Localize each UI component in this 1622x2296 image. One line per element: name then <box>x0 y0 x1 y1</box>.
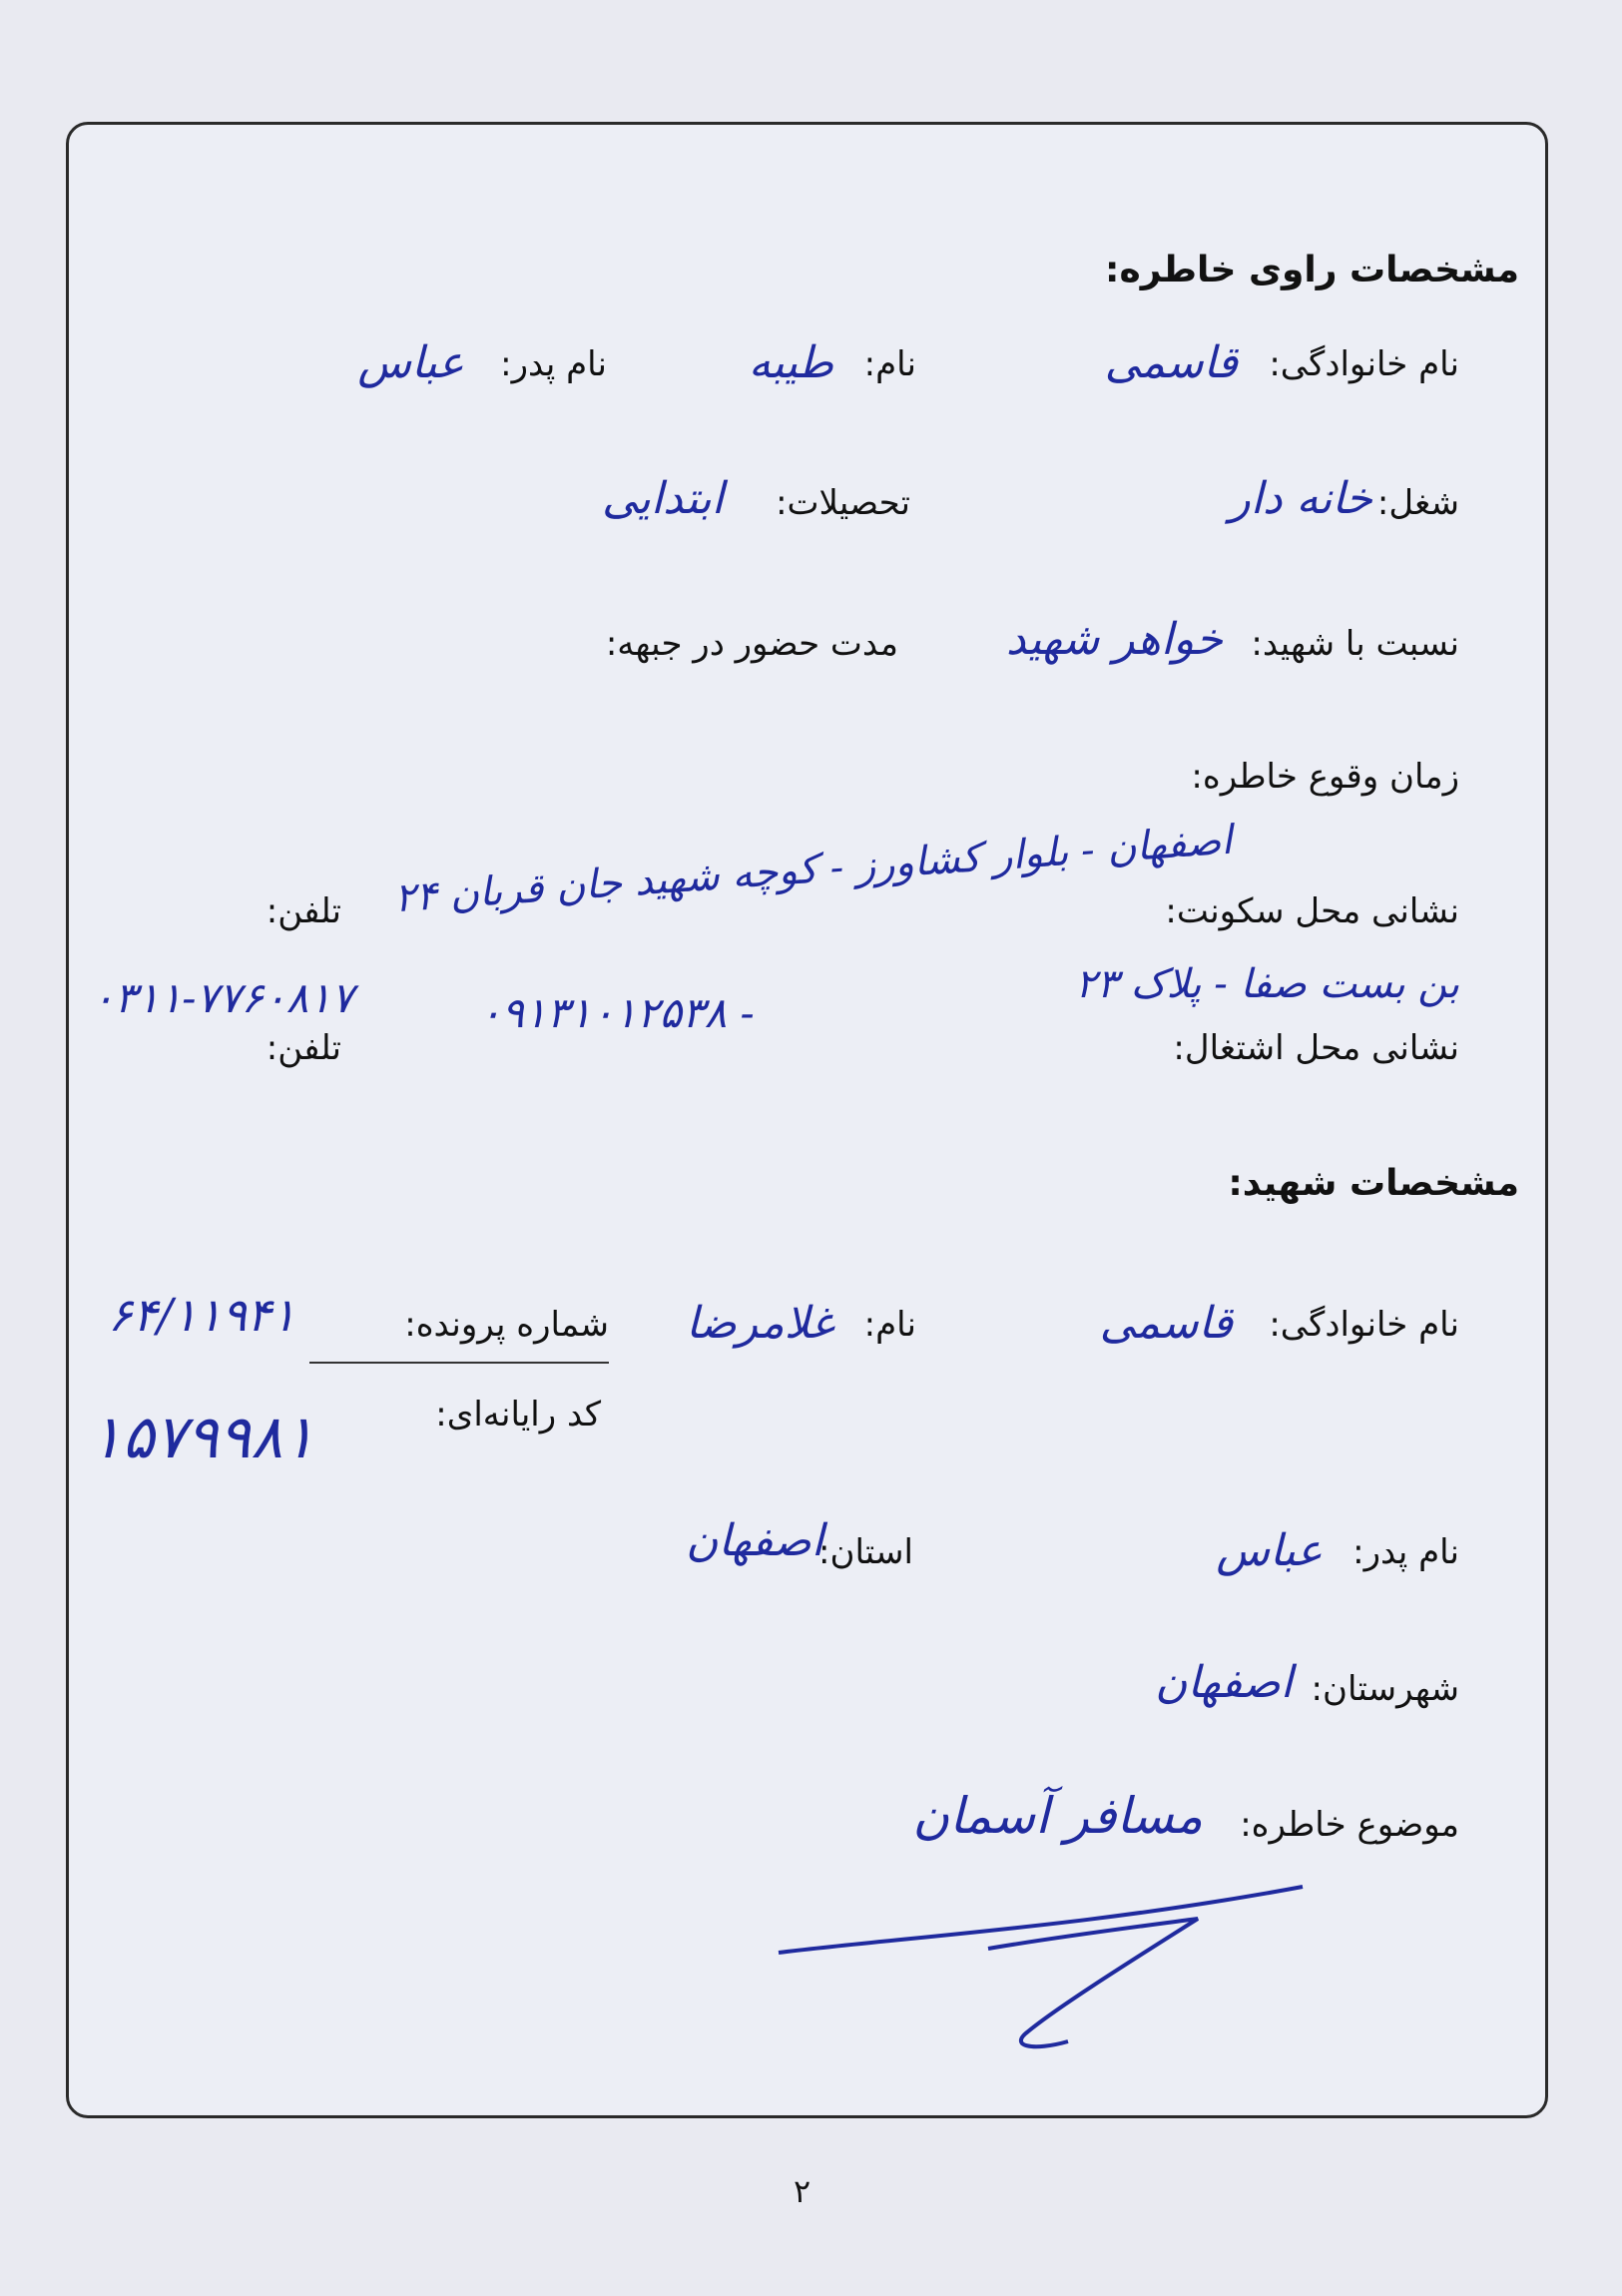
narrator-family-label: نام خانوادگی: <box>1269 344 1459 384</box>
narrator-memory-time-label: زمان وقوع خاطره: <box>1191 757 1459 797</box>
narrator-job-label: شغل: <box>1376 483 1459 523</box>
narrator-education-label: تحصیلات: <box>776 483 910 523</box>
narrator-phone-label-2: تلفن: <box>266 1028 341 1068</box>
martyr-heading: مشخصات شهید: <box>1228 1163 1519 1204</box>
narrator-front-duration-label: مدت حضور در جبهه: <box>605 624 898 664</box>
martyr-name-label: نام: <box>863 1305 916 1345</box>
narrator-name-value: طیبه <box>748 337 833 388</box>
martyr-file-no-label: شماره پرونده: <box>404 1305 609 1345</box>
martyr-county-label: شهرستان: <box>1311 1669 1459 1709</box>
martyr-computer-code-label: کد رایانه‌ای: <box>435 1395 601 1435</box>
page-number: ۲ <box>794 2172 811 2210</box>
narrator-phone-label-1: تلفن: <box>266 891 341 931</box>
narrator-job-value: خانه دار <box>1229 473 1372 524</box>
martyr-family-label: نام خانوادگی: <box>1269 1305 1459 1345</box>
martyr-father-value: عباس <box>1216 1525 1323 1576</box>
martyr-province-label: استان: <box>818 1532 913 1572</box>
narrator-heading: مشخصات راوی خاطره: <box>1105 250 1519 290</box>
martyr-name-value: غلامرضا <box>686 1298 833 1349</box>
narrator-relation-label: نسبت با شهید: <box>1251 624 1459 664</box>
narrator-family-value: قاسمی <box>1104 337 1238 388</box>
signature <box>759 1867 1318 2066</box>
martyr-family-value: قاسمی <box>1099 1298 1233 1349</box>
martyr-county-value: اصفهان <box>1155 1657 1293 1708</box>
file-no-underline <box>309 1362 609 1364</box>
narrator-relation-value: خواهر شهید <box>1005 614 1223 665</box>
martyr-computer-code-value: ۱۵۷۹۹۸۱ <box>90 1403 315 1472</box>
narrator-phone-value-1: ۰۳۱۱-۷۷۶۰۸۱۷ <box>92 973 354 1022</box>
narrator-name-label: نام: <box>863 344 916 384</box>
martyr-province-value: اصفهان <box>686 1515 823 1566</box>
narrator-father-value: عباس <box>357 337 464 388</box>
narrator-home-address-label: نشانی محل سکونت: <box>1165 891 1459 931</box>
narrator-work-address-label: نشانی محل اشتغال: <box>1173 1028 1459 1068</box>
narrator-father-label: نام پدر: <box>500 344 607 384</box>
martyr-father-label: نام پدر: <box>1352 1532 1459 1572</box>
martyr-file-no-value: ۶۴/۱۱۹۴۱ <box>108 1288 296 1342</box>
narrator-home-address-value-2: بن بست صفا - پلاک ۲۳ <box>1075 961 1459 1007</box>
narrator-education-value: ابتدایی <box>602 473 724 524</box>
martyr-subject-value: مسافر آسمان <box>912 1787 1203 1845</box>
narrator-mobile-value: ۰۹۱۳۱۰۱۲۵۳۸ - <box>479 988 755 1037</box>
martyr-subject-label: موضوع خاطره: <box>1240 1805 1459 1845</box>
narrator-home-address-value-1: اصفهان - بلوار کشاورز - کوچه شهید جان قربان ۲۴ <box>392 817 1234 922</box>
